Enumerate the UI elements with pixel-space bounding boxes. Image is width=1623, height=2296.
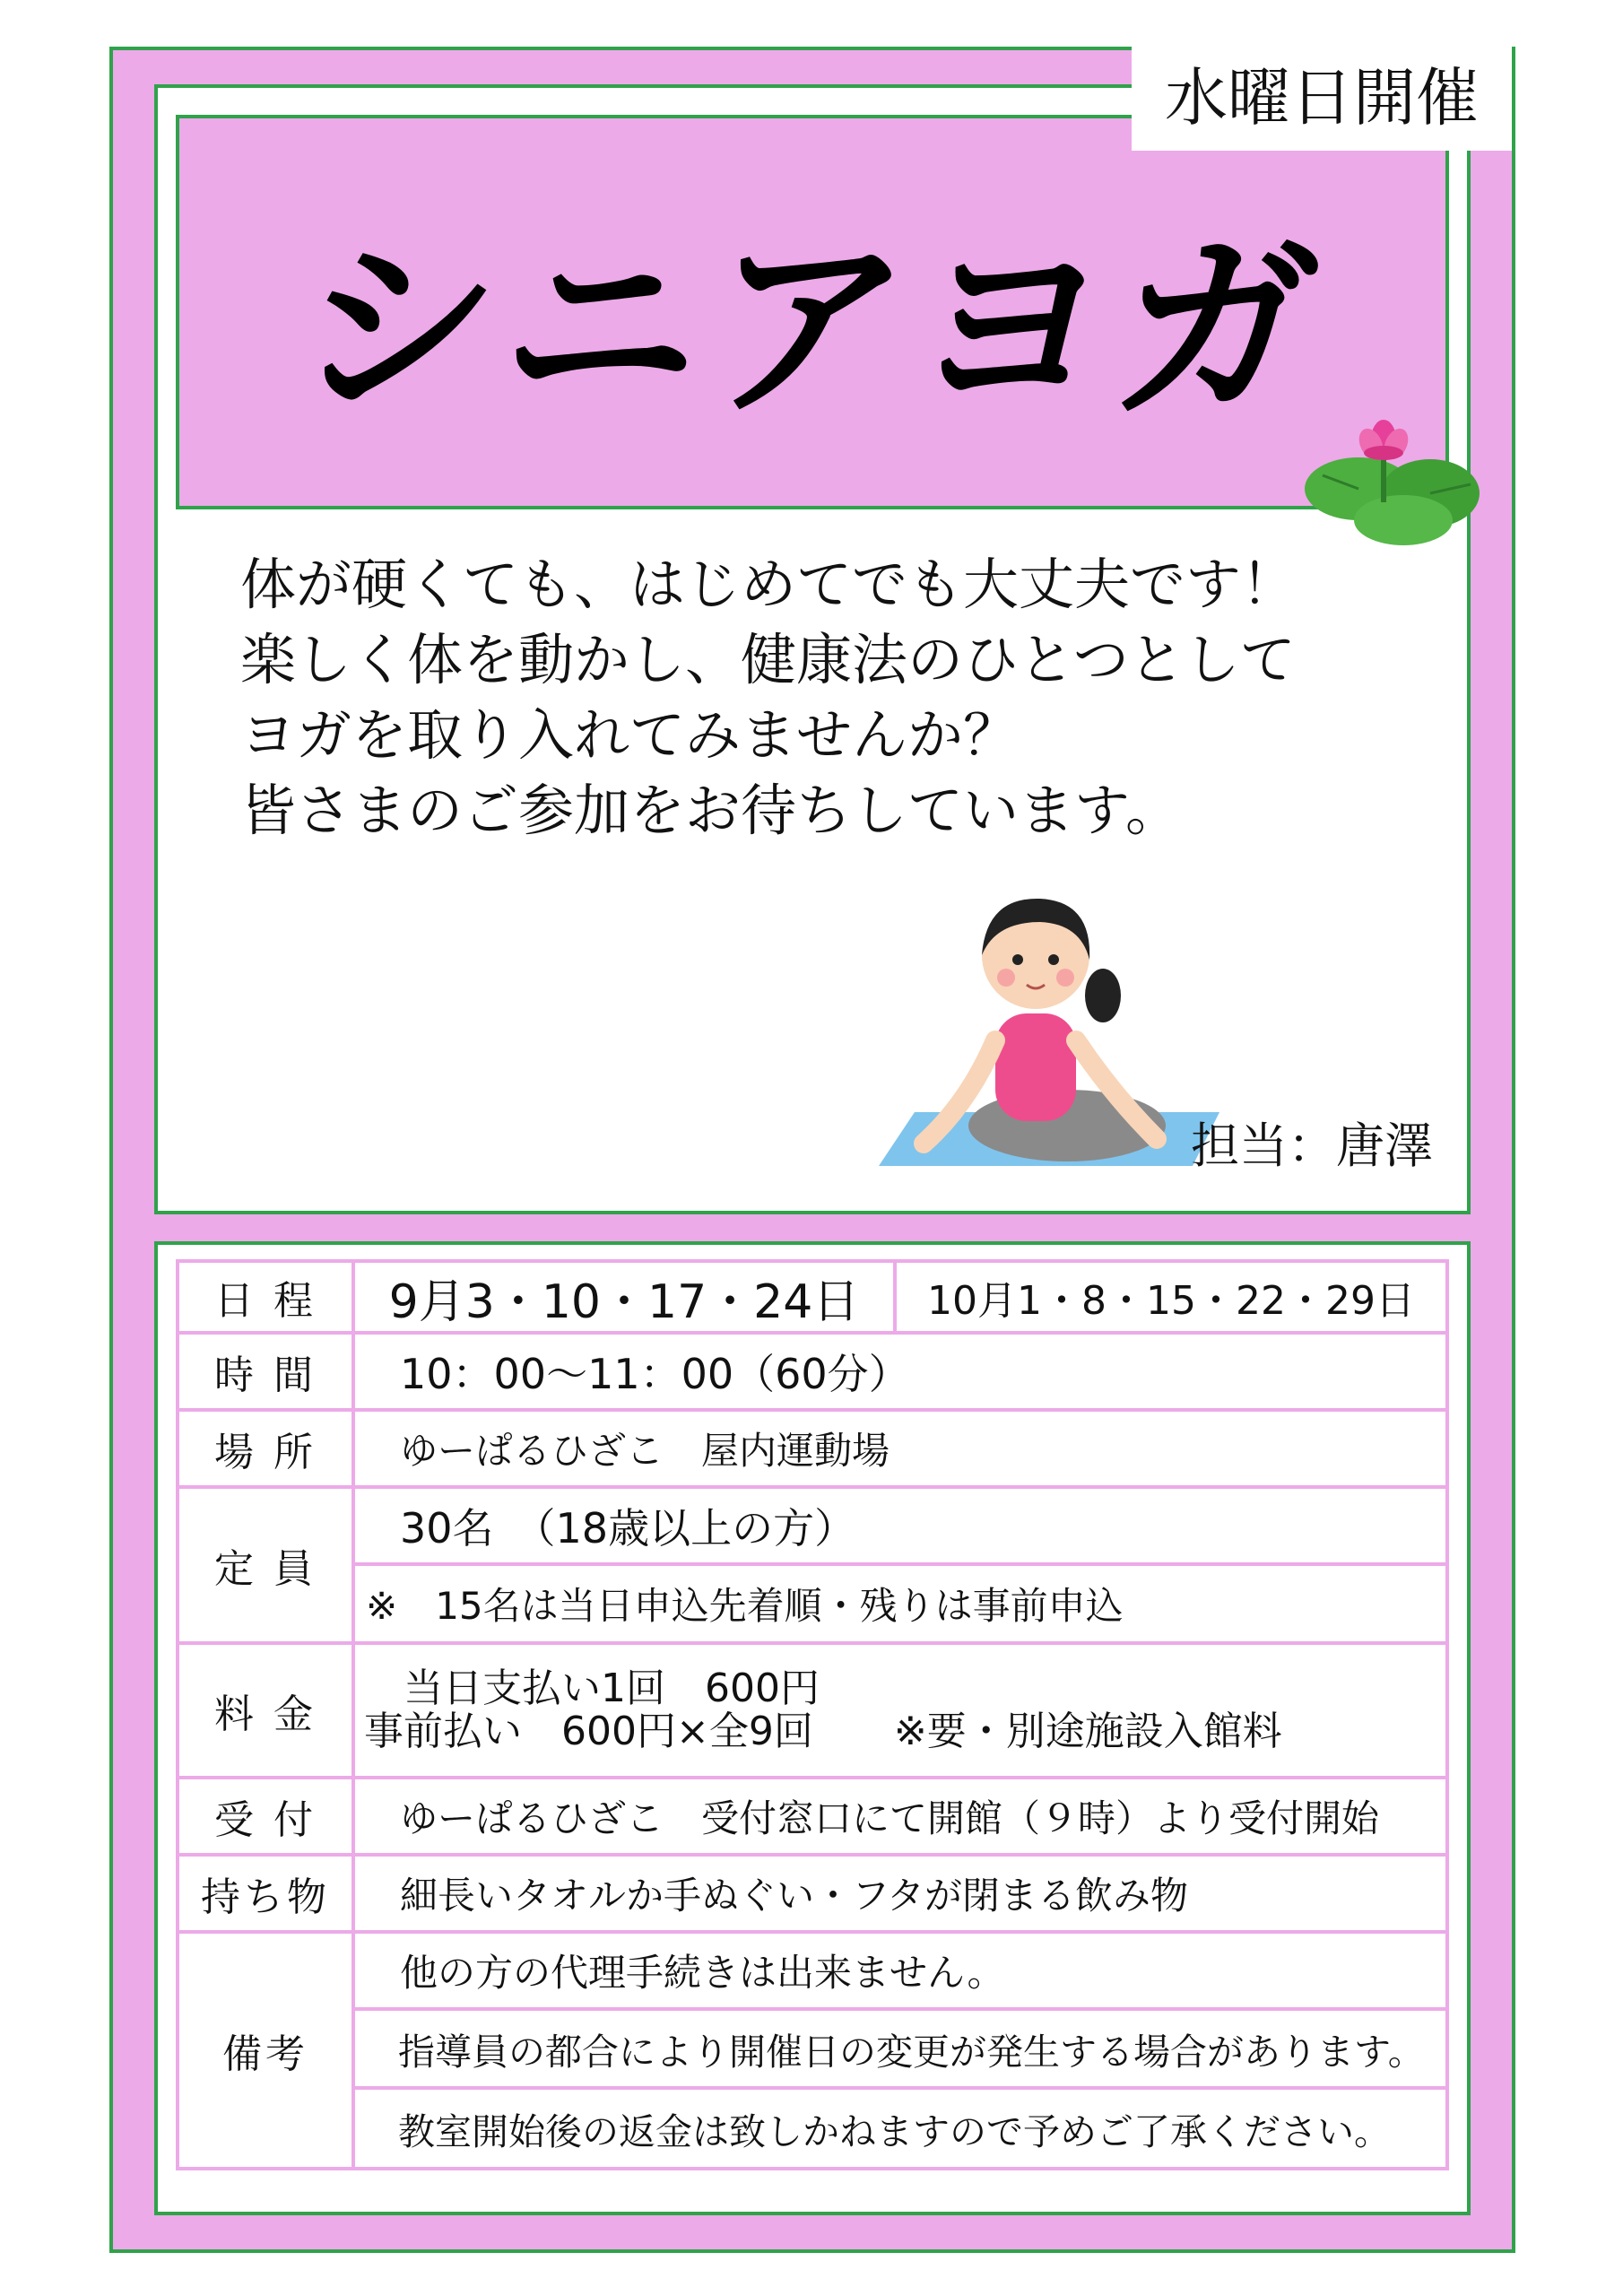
schedule-october: 10月1・8・15・22・29日 — [893, 1259, 1449, 1335]
fee-line-same-day: 当日支払い1回 600円 — [364, 1665, 820, 1711]
remarks-label: 備考 — [176, 1930, 355, 2170]
details-table — [176, 1259, 1449, 2183]
intro-message — [240, 547, 1406, 848]
capacity-label: 定 員 — [176, 1485, 355, 1645]
lotus-icon — [1305, 404, 1484, 547]
table-row — [176, 1776, 1449, 1857]
table-row — [176, 1641, 1449, 1779]
instructor-name: 担当：唐澤 — [1191, 1118, 1433, 1174]
place-value: ゆーぱるひざこ 屋内運動場 — [352, 1408, 1449, 1489]
title-banner — [176, 115, 1449, 509]
table-row — [176, 1408, 1449, 1489]
time-value: 10：00～11：00（60分） — [352, 1331, 1449, 1412]
table-row — [176, 1485, 1449, 1645]
items-value: 細長いタオルか手ぬぐい・フタが閉まる飲み物 — [352, 1853, 1449, 1934]
message-line: ヨガを取り入れてみませんか？ — [240, 702, 1020, 768]
fee-label: 料 金 — [176, 1641, 355, 1779]
time-label: 時 間 — [176, 1331, 355, 1412]
remarks-line: 他の方の代理手続きは出来ません。 — [352, 1930, 1449, 2011]
table-row — [176, 1331, 1449, 1412]
schedule-label: 日 程 — [176, 1259, 355, 1335]
capacity-note: ※ 15名は当日申込先着順・残りは事前申込 — [352, 1562, 1449, 1645]
reception-value: ゆーぱるひざこ 受付窓口にて開館（９時）より受付開始 — [352, 1776, 1449, 1857]
table-row — [176, 1930, 1449, 2170]
day-badge: 水曜日開催 — [1132, 45, 1512, 151]
fee-note: ※要・別途施設入館料 — [893, 1709, 1282, 1754]
remarks-line: 教室開始後の返金は致しかねますので予めご了承ください。 — [352, 2086, 1449, 2170]
table-row — [176, 1853, 1449, 1934]
fee-value — [352, 1641, 1449, 1779]
schedule-september: 9月3・10・17・24日 — [352, 1259, 897, 1335]
place-label: 場 所 — [176, 1408, 355, 1489]
poster-title: シニアヨガ — [287, 214, 1334, 444]
message-line: 体が硬くても、はじめてでも大丈夫です！ — [240, 552, 1298, 617]
reception-label: 受 付 — [176, 1776, 355, 1857]
capacity-value: 30名 （18歳以上の方） — [352, 1485, 1449, 1566]
yoga-woman-illustration — [861, 888, 1237, 1193]
message-line: 皆さまのご参加をお待ちしています。 — [240, 778, 1182, 843]
table-row — [176, 1259, 1449, 1335]
items-label: 持ち物 — [176, 1853, 355, 1934]
fee-line-prepaid — [364, 1710, 1282, 1753]
remarks-line: 指導員の都合により開催日の変更が発生する場合があります。 — [352, 2007, 1449, 2090]
fee-prepaid-text: 事前払い 600円×全9回 — [364, 1709, 813, 1754]
message-line: 楽しく体を動かし、健康法のひとつとして — [240, 627, 1296, 692]
